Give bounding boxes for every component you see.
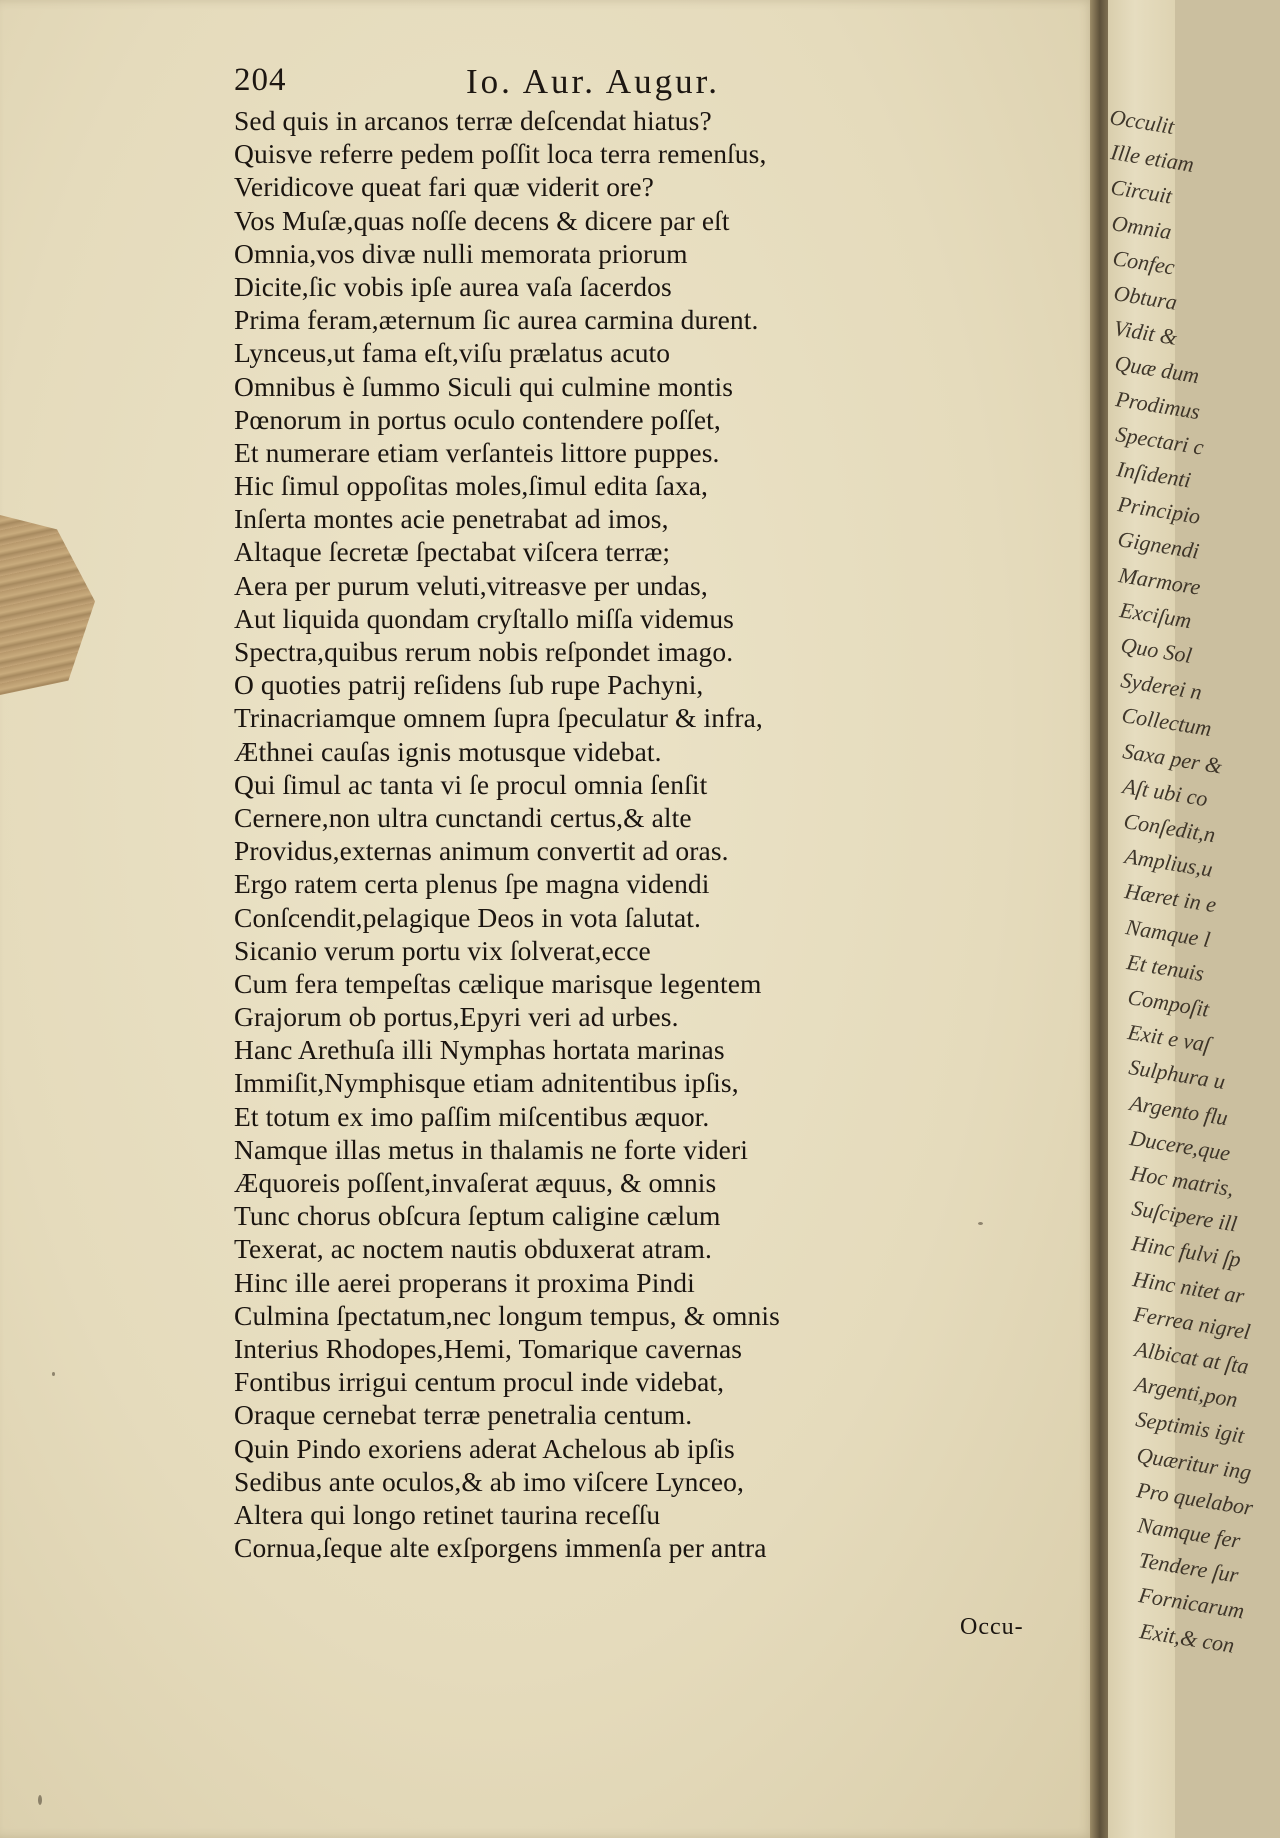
facing-page-line: Syderei n	[1119, 667, 1204, 705]
facing-page-line: Exit e vaſ	[1126, 1019, 1213, 1058]
facing-page-line: Hinc fulvi ſp	[1130, 1230, 1244, 1273]
verse-text	[234, 104, 1034, 1564]
facing-page-line: Hæret in e	[1123, 878, 1219, 918]
facing-page-line: Exit,& con	[1138, 1617, 1237, 1658]
catchword: Occu-	[960, 1614, 1024, 1640]
verse-line: Prima feram,æternum ſic aurea carmina durent.	[234, 304, 759, 336]
verse-line: Spectra,quibus rerum nobis reſpondet imago.	[234, 636, 734, 667]
verse-line: Æthnei cauſas ignis motusque videbat.	[234, 735, 662, 767]
verse-line: Quin Pindo exoriens aderat Achelous ab ipſis	[234, 1432, 735, 1464]
facing-page-line: Namque fer	[1136, 1512, 1243, 1554]
facing-page-line: Compoſit	[1125, 984, 1211, 1022]
verse-line: Fontibus irrigui centum procul inde videbat,	[234, 1366, 725, 1398]
facing-page-line: Exciſum	[1117, 596, 1194, 633]
verse-line: Hic ſimul oppoſitas moles,ſimul edita ſaxa,	[234, 470, 709, 502]
facing-page-line: Albicat at ſta	[1132, 1336, 1251, 1379]
verse-line: Inſerta montes acie penetrabat ad imos,	[234, 503, 669, 535]
facing-page-line: Et tenuis	[1124, 948, 1206, 986]
facing-page-line: Suſcipere ill	[1129, 1195, 1239, 1237]
facing-page-line: Occulit	[1108, 104, 1177, 139]
verse-line: O quoties patrij reſidens ſub rupe Pachyni,	[234, 669, 704, 701]
facing-page-line: Aſt ubi co	[1121, 772, 1210, 812]
verse-line: Sed quis in arcanos terræ deſcendat hiatus?	[234, 105, 712, 136]
facing-page-line: Hinc nitet ar	[1131, 1265, 1247, 1309]
running-head: Io. Aur. Augur.	[466, 62, 721, 101]
facing-page-line: Conſedit,n	[1122, 808, 1218, 848]
verse-line: Veridicove queat fari quæ viderit ore?	[234, 171, 654, 203]
facing-page-line: Inſidenti	[1115, 456, 1193, 493]
verse-line: Omnia,vos divæ nulli memorata priorum	[234, 237, 688, 269]
facing-page-line: Collectum	[1120, 702, 1214, 742]
verse-line: Tunc chorus obſcura ſeptum caligine cælum	[234, 1200, 721, 1232]
verse-line: Providus,externas animum convertit ad oras.	[234, 835, 729, 867]
verse-line: Ergo ratem certa plenus ſpe magna videndi	[234, 868, 710, 900]
verse-line: Texerat, ac noctem nautis obduxerat atram.	[234, 1233, 712, 1265]
verse-line: Vos Muſæ,quas noſſe decens & dicere par eſt	[234, 204, 730, 236]
recto-page-edge	[1108, 0, 1256, 1838]
verse-line: Cum fera tempeſtas cælique marisque legentem	[234, 967, 762, 999]
verse-line: Dicite,ſic vobis ipſe aurea vaſa ſacerdos	[234, 270, 672, 302]
facing-page-line: Gignendi	[1116, 526, 1202, 565]
facing-page-line: Ducere,que	[1128, 1124, 1233, 1166]
verse-line: Culmina ſpectatum,nec longum tempus, & omnis	[234, 1299, 780, 1331]
verse-line: Sedibus ante oculos,& ab imo viſcere Lynceo,	[234, 1465, 744, 1497]
facing-page-line: Circuit	[1109, 174, 1175, 209]
facing-page-line: Tendere ſur	[1136, 1547, 1240, 1588]
verse-line: Aut liquida quondam cryſtallo miſſa videmus	[234, 602, 734, 634]
page-number: 204	[234, 62, 287, 98]
facing-page-line: Namque l	[1124, 913, 1213, 952]
facing-page-line: Quæ dum	[1113, 350, 1201, 389]
facing-page-line: Septimis igit	[1134, 1406, 1246, 1449]
facing-page-line: Prodimus	[1113, 385, 1202, 424]
facing-page-line: Argento flu	[1127, 1089, 1230, 1130]
verse-line: Interius Rhodopes,Hemi, Tomarique cavernas	[234, 1332, 743, 1364]
verse-line: Namque illas metus in thalamis ne forte videri	[234, 1133, 748, 1165]
verse-line: Oraque cernebat terræ penetralia centum.	[234, 1399, 693, 1431]
facing-page-line: Omnia	[1110, 209, 1174, 244]
verse-line: Qui ſimul ac tanta vi ſe procul omnia ſenſit	[234, 768, 708, 800]
verse-line: Pœnorum in portus oculo contendere poſſet,	[234, 403, 721, 435]
verse-line: Hinc ille aerei properans it proxima Pindi	[234, 1266, 695, 1298]
paper-tab-remnant	[0, 515, 95, 695]
facing-page-line: Confec	[1110, 244, 1177, 280]
facing-page-line: Saxa per &	[1120, 737, 1224, 779]
facing-page-line: Marmore	[1117, 561, 1203, 600]
verse-line: Immiſit,Nymphisque etiam adnitentibus ipſis,	[234, 1067, 739, 1099]
verse-line: Omnibus è ſummo Siculi qui culmine montis	[234, 370, 734, 402]
facing-page-line: Quo Sol	[1118, 632, 1194, 669]
facing-page-line: Spectari c	[1114, 420, 1206, 460]
verse-line: Altera qui longo retinet taurina receſſu	[234, 1498, 661, 1530]
facing-page-line: Pro quelabor	[1135, 1476, 1256, 1520]
facing-page-line: Sulphura u	[1127, 1054, 1227, 1095]
verse-line: Lynceus,ut fama eſt,viſu prælatus acuto	[234, 337, 671, 369]
verse-line: Cornua,ſeque alte exſporgens immenſa per antra	[234, 1532, 767, 1564]
ink-speck	[38, 1795, 42, 1805]
page-header	[234, 62, 794, 106]
facing-page-line: Fornicarum	[1137, 1582, 1247, 1624]
verse-line: Altaque ſecretæ ſpectabat viſcera terræ;	[234, 536, 671, 568]
facing-page-line: Amplius,u	[1122, 843, 1215, 882]
facing-page-line: Hoc matris,	[1129, 1160, 1236, 1202]
verse-line: Grajorum ob portus,Epyri veri ad urbes.	[234, 1001, 679, 1033]
facing-page-line: Principio	[1115, 491, 1202, 530]
verse-line: Aera per purum veluti,vitreasve per undas,	[234, 569, 708, 601]
verse-line: Et numerare etiam verſanteis littore puppes.	[234, 436, 720, 468]
ink-speck	[52, 1372, 55, 1376]
facing-page-line: Argenti,pon	[1133, 1371, 1240, 1413]
verse-line: Et totum ex imo paſſim miſcentibus æquor.	[234, 1100, 710, 1132]
verse-line: Cernere,non ultra cunctandi certus,& alte	[234, 801, 692, 833]
verse-line: Conſcendit,pelagique Deos in vota ſalutat.	[234, 901, 701, 933]
verse-line: Sicanio verum portu vix ſolverat,ecce	[234, 934, 651, 966]
facing-page-line: Vidit &	[1112, 315, 1180, 351]
facing-page-line: Ille etiam	[1108, 139, 1196, 178]
verse-line: Hanc Arethuſa illi Nymphas hortata marinas	[234, 1034, 725, 1066]
verse-line: Quisve referre pedem poſſit loca terra remenſus,	[234, 138, 767, 170]
facing-page-line: Quæritur ing	[1134, 1441, 1253, 1485]
facing-page-line: Obtura	[1111, 280, 1179, 315]
verse-line: Æquoreis poſſent,invaſerat æquus, & omnis	[234, 1167, 717, 1198]
verse-line: Trinacriamque omnem ſupra ſpeculatur & infra,	[234, 702, 763, 734]
facing-page-line: Ferrea nigrel	[1131, 1300, 1252, 1345]
ink-speck	[978, 1222, 983, 1225]
